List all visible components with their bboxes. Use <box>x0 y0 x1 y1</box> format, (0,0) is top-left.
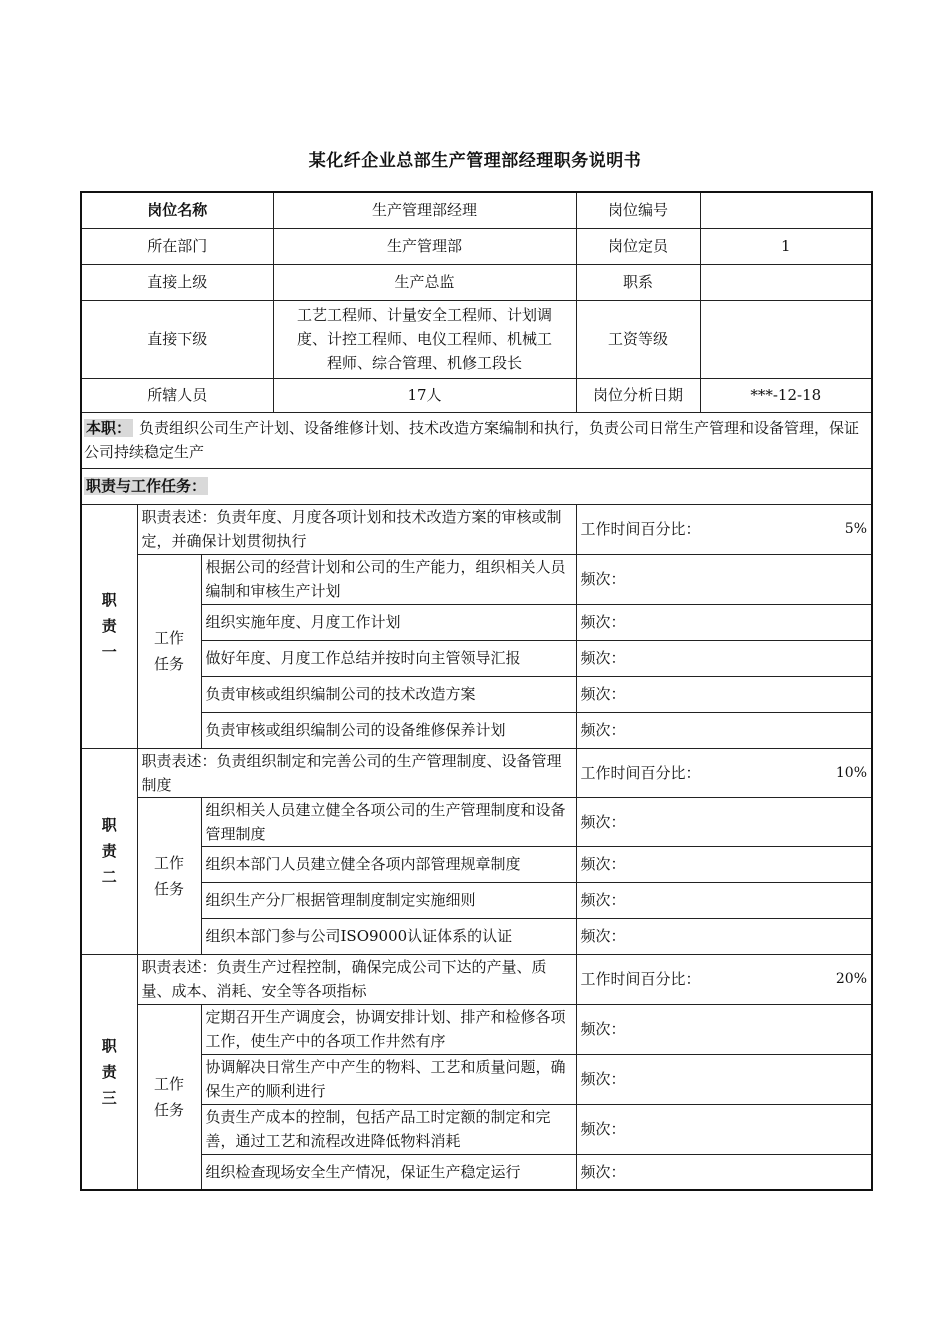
header-row-position-name <box>81 192 872 228</box>
header-row-subordinates <box>81 300 872 378</box>
section-heading-row <box>81 468 872 504</box>
core-duty-text: 负责组织公司生产计划、设备维修计划、技术改造方案编制和执行，负责公司日常生产管理和设备管理，保证公司持续稳定生产 <box>84 419 860 461</box>
frequency-cell: 频次： <box>576 676 872 712</box>
duty-2-statement: 职责表述：负责组织制定和完善公司的生产管理制度、设备管理制度 <box>137 748 576 797</box>
value-salary-grade <box>700 300 872 378</box>
frequency-cell: 频次： <box>576 1004 872 1054</box>
duty-3-label: 职 责 三 <box>81 954 137 1190</box>
label-department: 所在部门 <box>81 228 273 264</box>
task-item: 组织实施年度、月度工作计划 <box>201 604 576 640</box>
duty-2-label: 职 责 二 <box>81 748 137 954</box>
value-position-name: 生产管理部经理 <box>273 192 576 228</box>
frequency-cell: 频次： <box>576 797 872 846</box>
value-subordinates <box>273 300 576 378</box>
label-analysis-date: 岗位分析日期 <box>576 378 700 412</box>
frequency-cell: 频次： <box>576 1154 872 1190</box>
value-staff-count: 17人 <box>273 378 576 412</box>
value-supervisor: 生产总监 <box>273 264 576 300</box>
duty-2-pct: 工作时间百分比： 10% <box>576 748 872 797</box>
frequency-cell: 频次： <box>576 554 872 604</box>
frequency-cell: 频次： <box>576 640 872 676</box>
core-duty-row <box>81 412 872 468</box>
frequency-cell: 频次： <box>576 882 872 918</box>
value-headcount: 1 <box>700 228 872 264</box>
duty-1-label: 职 责 一 <box>81 504 137 748</box>
task-item: 根据公司的经营计划和公司的生产能力，组织相关人员编制和审核生产计划 <box>201 554 576 604</box>
frequency-cell: 频次： <box>576 712 872 748</box>
value-job-family <box>700 264 872 300</box>
value-analysis-date: ***-12-18 <box>700 378 872 412</box>
value-department: 生产管理部 <box>273 228 576 264</box>
core-duty-cell <box>81 412 872 468</box>
label-salary-grade: 工资等级 <box>576 300 700 378</box>
header-row-department <box>81 228 872 264</box>
label-subordinates: 直接下级 <box>81 300 273 378</box>
subordinates-line: 度、计控工程师、电仪工程师、机械工 <box>296 330 552 348</box>
core-duty-label: 本职： <box>86 419 132 437</box>
task-item: 协调解决日常生产中产生的物料、工艺和质量问题，确保生产的顺利进行 <box>201 1054 576 1104</box>
frequency-cell: 频次： <box>576 1054 872 1104</box>
duty-3-task-row <box>81 1004 872 1054</box>
header-row-supervisor <box>81 264 872 300</box>
duty-3-pct: 工作时间百分比： 20% <box>576 954 872 1004</box>
frequency-cell: 频次： <box>576 846 872 882</box>
task-item: 组织相关人员建立健全各项公司的生产管理制度和设备管理制度 <box>201 797 576 846</box>
label-job-family: 职系 <box>576 264 700 300</box>
frequency-cell: 频次： <box>576 1104 872 1154</box>
label-position-name: 岗位名称 <box>81 192 273 228</box>
duty-1-task-row <box>81 554 872 604</box>
subordinates-line: 工艺工程师、计量安全工程师、计划调 <box>296 306 552 324</box>
task-item: 组织检查现场安全生产情况，保证生产稳定运行 <box>201 1154 576 1190</box>
value-position-code <box>700 192 872 228</box>
label-staff-count: 所辖人员 <box>81 378 273 412</box>
duty-2-task-row <box>81 797 872 846</box>
duty-3-statement-row <box>81 954 872 1004</box>
task-item: 负责审核或组织编制公司的技术改造方案 <box>201 676 576 712</box>
task-item: 负责生产成本的控制，包括产品工时定额的制定和完善，通过工艺和流程改进降低物料消耗 <box>201 1104 576 1154</box>
label-headcount: 岗位定员 <box>576 228 700 264</box>
duty-3-statement: 职责表述：负责生产过程控制，确保完成公司下达的产量、质量、成本、消耗、安全等各项指标 <box>137 954 576 1004</box>
label-position-code: 岗位编号 <box>576 192 700 228</box>
section-heading: 职责与工作任务： <box>86 477 207 495</box>
frequency-cell: 频次： <box>576 918 872 954</box>
frequency-cell: 频次： <box>576 604 872 640</box>
duty-2-statement-row <box>81 748 872 797</box>
duty-1-task-label: 工作 任务 <box>137 554 201 748</box>
job-description-table <box>80 191 873 1191</box>
task-item: 负责审核或组织编制公司的设备维修保养计划 <box>201 712 576 748</box>
duty-2-task-label: 工作 任务 <box>137 797 201 954</box>
task-item: 组织本部门参与公司ISO9000认证体系的认证 <box>201 918 576 954</box>
duty-1-pct: 工作时间百分比： 5% <box>576 504 872 554</box>
label-supervisor: 直接上级 <box>81 264 273 300</box>
duty-3-task-label: 工作 任务 <box>137 1004 201 1190</box>
duty-1-statement-row <box>81 504 872 554</box>
header-row-staff <box>81 378 872 412</box>
duty-1-statement: 职责表述：负责年度、月度各项计划和技术改造方案的审核或制定，并确保计划贯彻执行 <box>137 504 576 554</box>
document-title: 某化纤企业总部生产管理部经理职务说明书 <box>308 151 642 171</box>
task-item: 组织生产分厂根据管理制度制定实施细则 <box>201 882 576 918</box>
task-item: 做好年度、月度工作总结并按时向主管领导汇报 <box>201 640 576 676</box>
task-item: 组织本部门人员建立健全各项内部管理规章制度 <box>201 846 576 882</box>
subordinates-line: 程师、综合管理、机修工段长 <box>326 354 522 372</box>
task-item: 定期召开生产调度会，协调安排计划、排产和检修各项工作，使生产中的各项工作井然有序 <box>201 1004 576 1054</box>
